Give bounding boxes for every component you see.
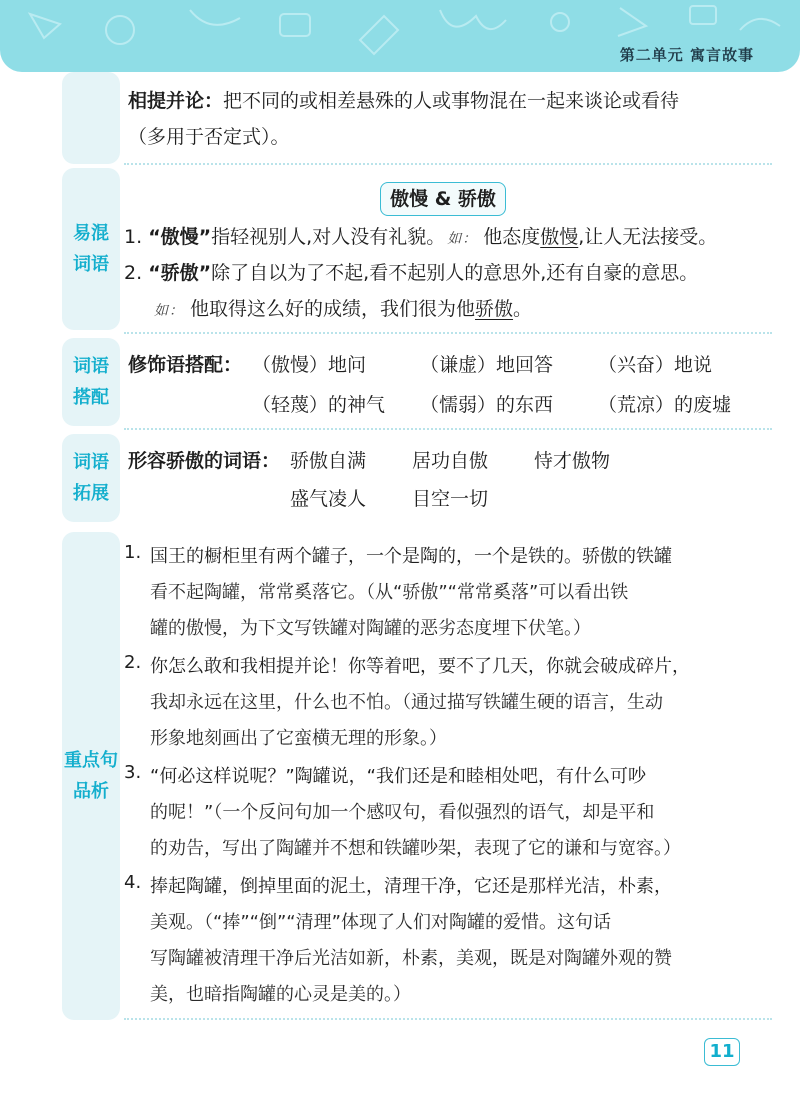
example-text-end: ,让人无法接受。: [578, 226, 718, 248]
sidebar-label-line-2: 搭配: [73, 387, 109, 408]
example-text-end: 。: [513, 298, 533, 320]
item-number: 1.: [124, 226, 143, 248]
example-underlined-word: 骄傲: [475, 298, 514, 320]
analysis-item-4-number: 4.: [124, 872, 142, 893]
collocation-item: （兴奋）地说: [598, 354, 713, 376]
sidebar-label-line-1: 易混: [73, 223, 109, 244]
analysis-line: 看不起陶罐，常常奚落它。（从“骄傲”“常常奚落”可以看出铁: [150, 582, 629, 603]
item-word: “骄傲”: [148, 262, 212, 284]
analysis-line: 形象地刻画出了它蛮横无理的形象。）: [150, 728, 447, 749]
analysis-line: 我却永远在这里，什么也不怕。（通过描写铁罐生硬的语言，生动: [150, 692, 663, 713]
analysis-line: 罐的傲慢，为下文写铁罐对陶罐的恶劣态度埋下伏笔。）: [150, 618, 591, 639]
collocation-item: （懦弱）的东西: [420, 394, 554, 416]
collocation-item: （轻蔑）的神气: [252, 394, 386, 416]
sidebar-label-line-2: 词语: [73, 254, 109, 275]
analysis-line: 你怎么敢和我相提并论！你等着吧，要不了几天，你就会破成碎片，: [150, 656, 690, 677]
divider: [124, 1018, 772, 1020]
item-definition: 指轻视别人,对人没有礼貌。: [211, 226, 446, 248]
analysis-item-2-number: 2.: [124, 652, 142, 673]
analysis-item-3-number: 3.: [124, 762, 142, 783]
confusing-item-2-example: [152, 294, 532, 321]
confusing-item-2: [124, 258, 698, 285]
term-definition-line-1: 把不同的或相差悬殊的人或事物混在一起来谈论或看待: [223, 90, 680, 112]
expansion-item: 盛气凌人: [290, 488, 367, 510]
row-sidebar: [62, 72, 120, 164]
row-expansion: [62, 434, 770, 522]
collocation-item: （荒凉）的废墟: [598, 394, 732, 416]
word-pair-pill: 傲慢 & 骄傲: [380, 182, 506, 216]
divider: [124, 332, 772, 334]
analysis-item-1-number: 1.: [124, 542, 142, 563]
item-definition: 除了自以为了不起,看不起别人的意思外,还有自豪的意思。: [211, 262, 699, 284]
collocation-item: （傲慢）地问: [252, 354, 367, 376]
expansion-item: 目空一切: [412, 488, 489, 510]
term-label: 相提并论：: [128, 90, 224, 112]
row-confusing-words: [62, 168, 770, 330]
example-underlined-word: 傲慢: [540, 226, 579, 248]
collocation-item: （谦虚）地回答: [420, 354, 554, 376]
item-number: 2.: [124, 262, 143, 284]
expansion-item: 居功自傲: [412, 450, 489, 472]
analysis-line: 捧起陶罐，倒掉里面的泥土，清理干净，它还是那样光洁，朴素，: [150, 876, 672, 897]
analysis-line: 美观。（“捧”“倒”“清理”体现了人们对陶罐的爱惜。这句话: [150, 912, 611, 933]
row-term-definition: [62, 72, 770, 164]
term-definition-line-2: （多用于否定式）。: [128, 126, 290, 148]
sidebar-label-line-2: 品析: [73, 781, 109, 802]
sidebar-label-line-1: 词语: [73, 452, 109, 473]
example-text: 他态度: [483, 226, 541, 248]
analysis-sidebar: [62, 532, 120, 1020]
row-sentence-analysis: [62, 532, 770, 1020]
analysis-line: 国王的橱柜里有两个罐子，一个是陶的，一个是铁的。骄傲的铁罐: [150, 546, 672, 567]
sidebar-label-line-1: 重点句: [64, 750, 118, 771]
page-number: 11: [704, 1038, 740, 1066]
example-text: 他取得这么好的成绩，我们很为他: [190, 298, 476, 320]
expansion-sidebar: [62, 434, 120, 522]
divider: [124, 163, 772, 165]
analysis-line: 写陶罐被清理干净后光洁如新，朴素，美观，既是对陶罐外观的赞: [150, 948, 672, 969]
analysis-line: 的劝告，写出了陶罐并不想和铁罐吵架，表现了它的谦和与宽容。）: [150, 838, 681, 859]
page-header: [0, 0, 800, 72]
confusing-words-sidebar: [62, 168, 120, 330]
sidebar-label-line-2: 拓展: [73, 483, 109, 504]
expansion-label: 形容骄傲的词语：: [128, 450, 281, 472]
item-word: “傲慢”: [148, 226, 212, 248]
row-collocation: [62, 338, 770, 426]
analysis-line: “何必这样说呢？”陶罐说，“我们还是和睦相处吧，有什么可吵: [150, 766, 646, 787]
example-tag: 如：: [447, 231, 478, 247]
expansion-item: 恃才傲物: [534, 450, 611, 472]
sidebar-label-line-1: 词语: [73, 356, 109, 377]
expansion-item: 骄傲自满: [290, 450, 367, 472]
analysis-line: 的呢！”（一个反问句加一个感叹句，看似强烈的语气，却是平和: [150, 802, 655, 823]
analysis-line: 美，也暗指陶罐的心灵是美的。）: [150, 984, 411, 1005]
collocation-label: 修饰语搭配：: [128, 354, 243, 376]
example-tag: 如：: [154, 303, 184, 319]
collocation-sidebar: [62, 338, 120, 426]
divider: [124, 428, 772, 430]
confusing-item-1: [124, 222, 717, 249]
unit-title: 第二单元 寓言故事: [619, 46, 754, 64]
